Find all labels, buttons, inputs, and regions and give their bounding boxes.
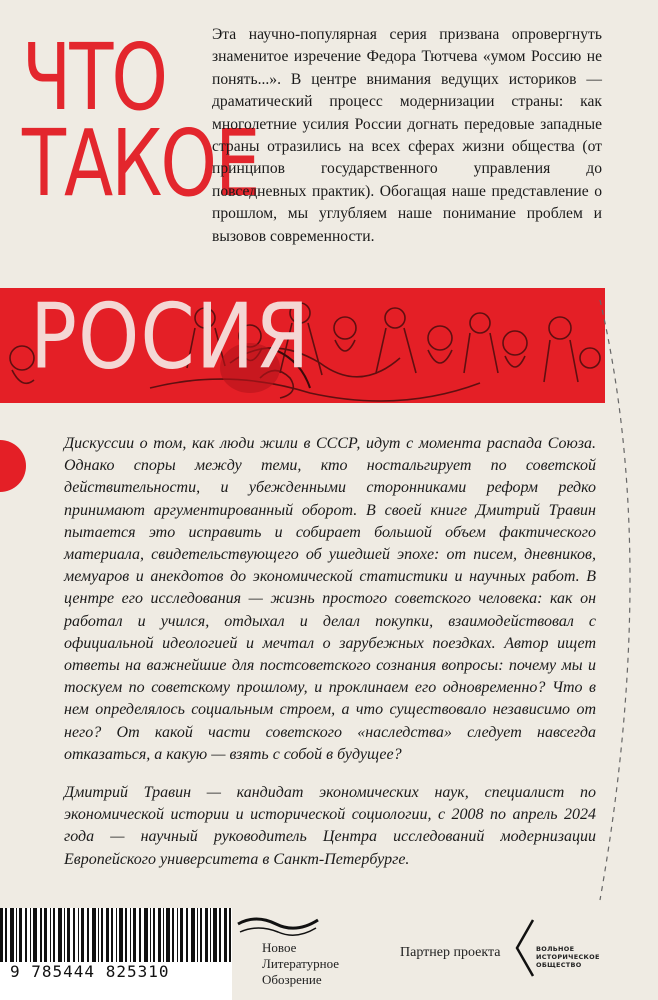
partner-logo-icon (513, 918, 537, 980)
partner-logo-line: ОБЩЕСТВО (536, 961, 582, 969)
partner-label: Партнер проекта (400, 945, 501, 960)
partner-logo-line: ВОЛЬНОЕ (536, 945, 575, 953)
series-description: Эта научно-популярная серия призвана опровергнуть знаменитое изречение Федора Тютчева «умом Россию не понять...». В центре внимания ведущих историков — драматический процесс модернизации страны: как многолетние усилия России догнать передовые западные страны отразились на всех сферах жизни общества (от принципов государственного управления до повседневных практик). Обогащая наше представление о прошлом, мы углубляем наше понимание проблем и вызовов современности. (212, 26, 602, 245)
publisher-line: Обозрение (262, 972, 322, 987)
publisher-name (262, 940, 339, 988)
title-line-what: ЧТО (22, 23, 167, 131)
author-bio: Дмитрий Травин — кандидат экономических наук, специалист по экономической истории и исторической социологии, с 2008 по апрель 2024 года — научный руководитель Центра исследований модернизации Европейского университета в Санкт-Петербурге. (64, 784, 596, 868)
barcode-bars (0, 908, 232, 962)
publisher-line: Литературное (262, 956, 340, 971)
book-description: Дискуссии о том, как люди жили в СССР, идут с момента распада Союза. Однако споры между теми, кто ностальгирует по советской действительности, и убежденными сторонниками реформ редко принимают аргументированный оборот. В своей книге Дмитрий Травин пытается это исправить и собирает большой объем фактического материала, свидетельствующего об ушедшей эпохе: от писем, дневников, мемуаров и анекдотов до экономической статистики и научных работ. В центре его исследования — жизнь простого советского человека: как он работал и учился, отдыхал и делал покупки, взаимодействовал с официальной идеологией и мечтал о зарубежных поездках. Автор ищет ответы на важнейшие для постсоветского сознания вопросы: почему мы и тоскуем по советскому прошлому, и проклинаем его одновременно? Что в нем определялось социальным строем, а что существовало независимо от него? От какой части советского «наследства» следует навсегда отказаться, а какую — взять с собой в будущее? (64, 435, 596, 763)
title-line-such: ТАКОЕ (22, 109, 259, 217)
publisher-logo-icon (236, 912, 326, 940)
partner-logo-line: ИСТОРИЧЕСКОЕ (536, 953, 600, 961)
barcode (0, 908, 232, 1000)
band-word: РОСИЯ (30, 285, 311, 390)
partner-logo-text (536, 945, 600, 969)
publisher-line: Новое (262, 940, 297, 955)
isbn-number: 9 785444 825310 (10, 962, 170, 981)
